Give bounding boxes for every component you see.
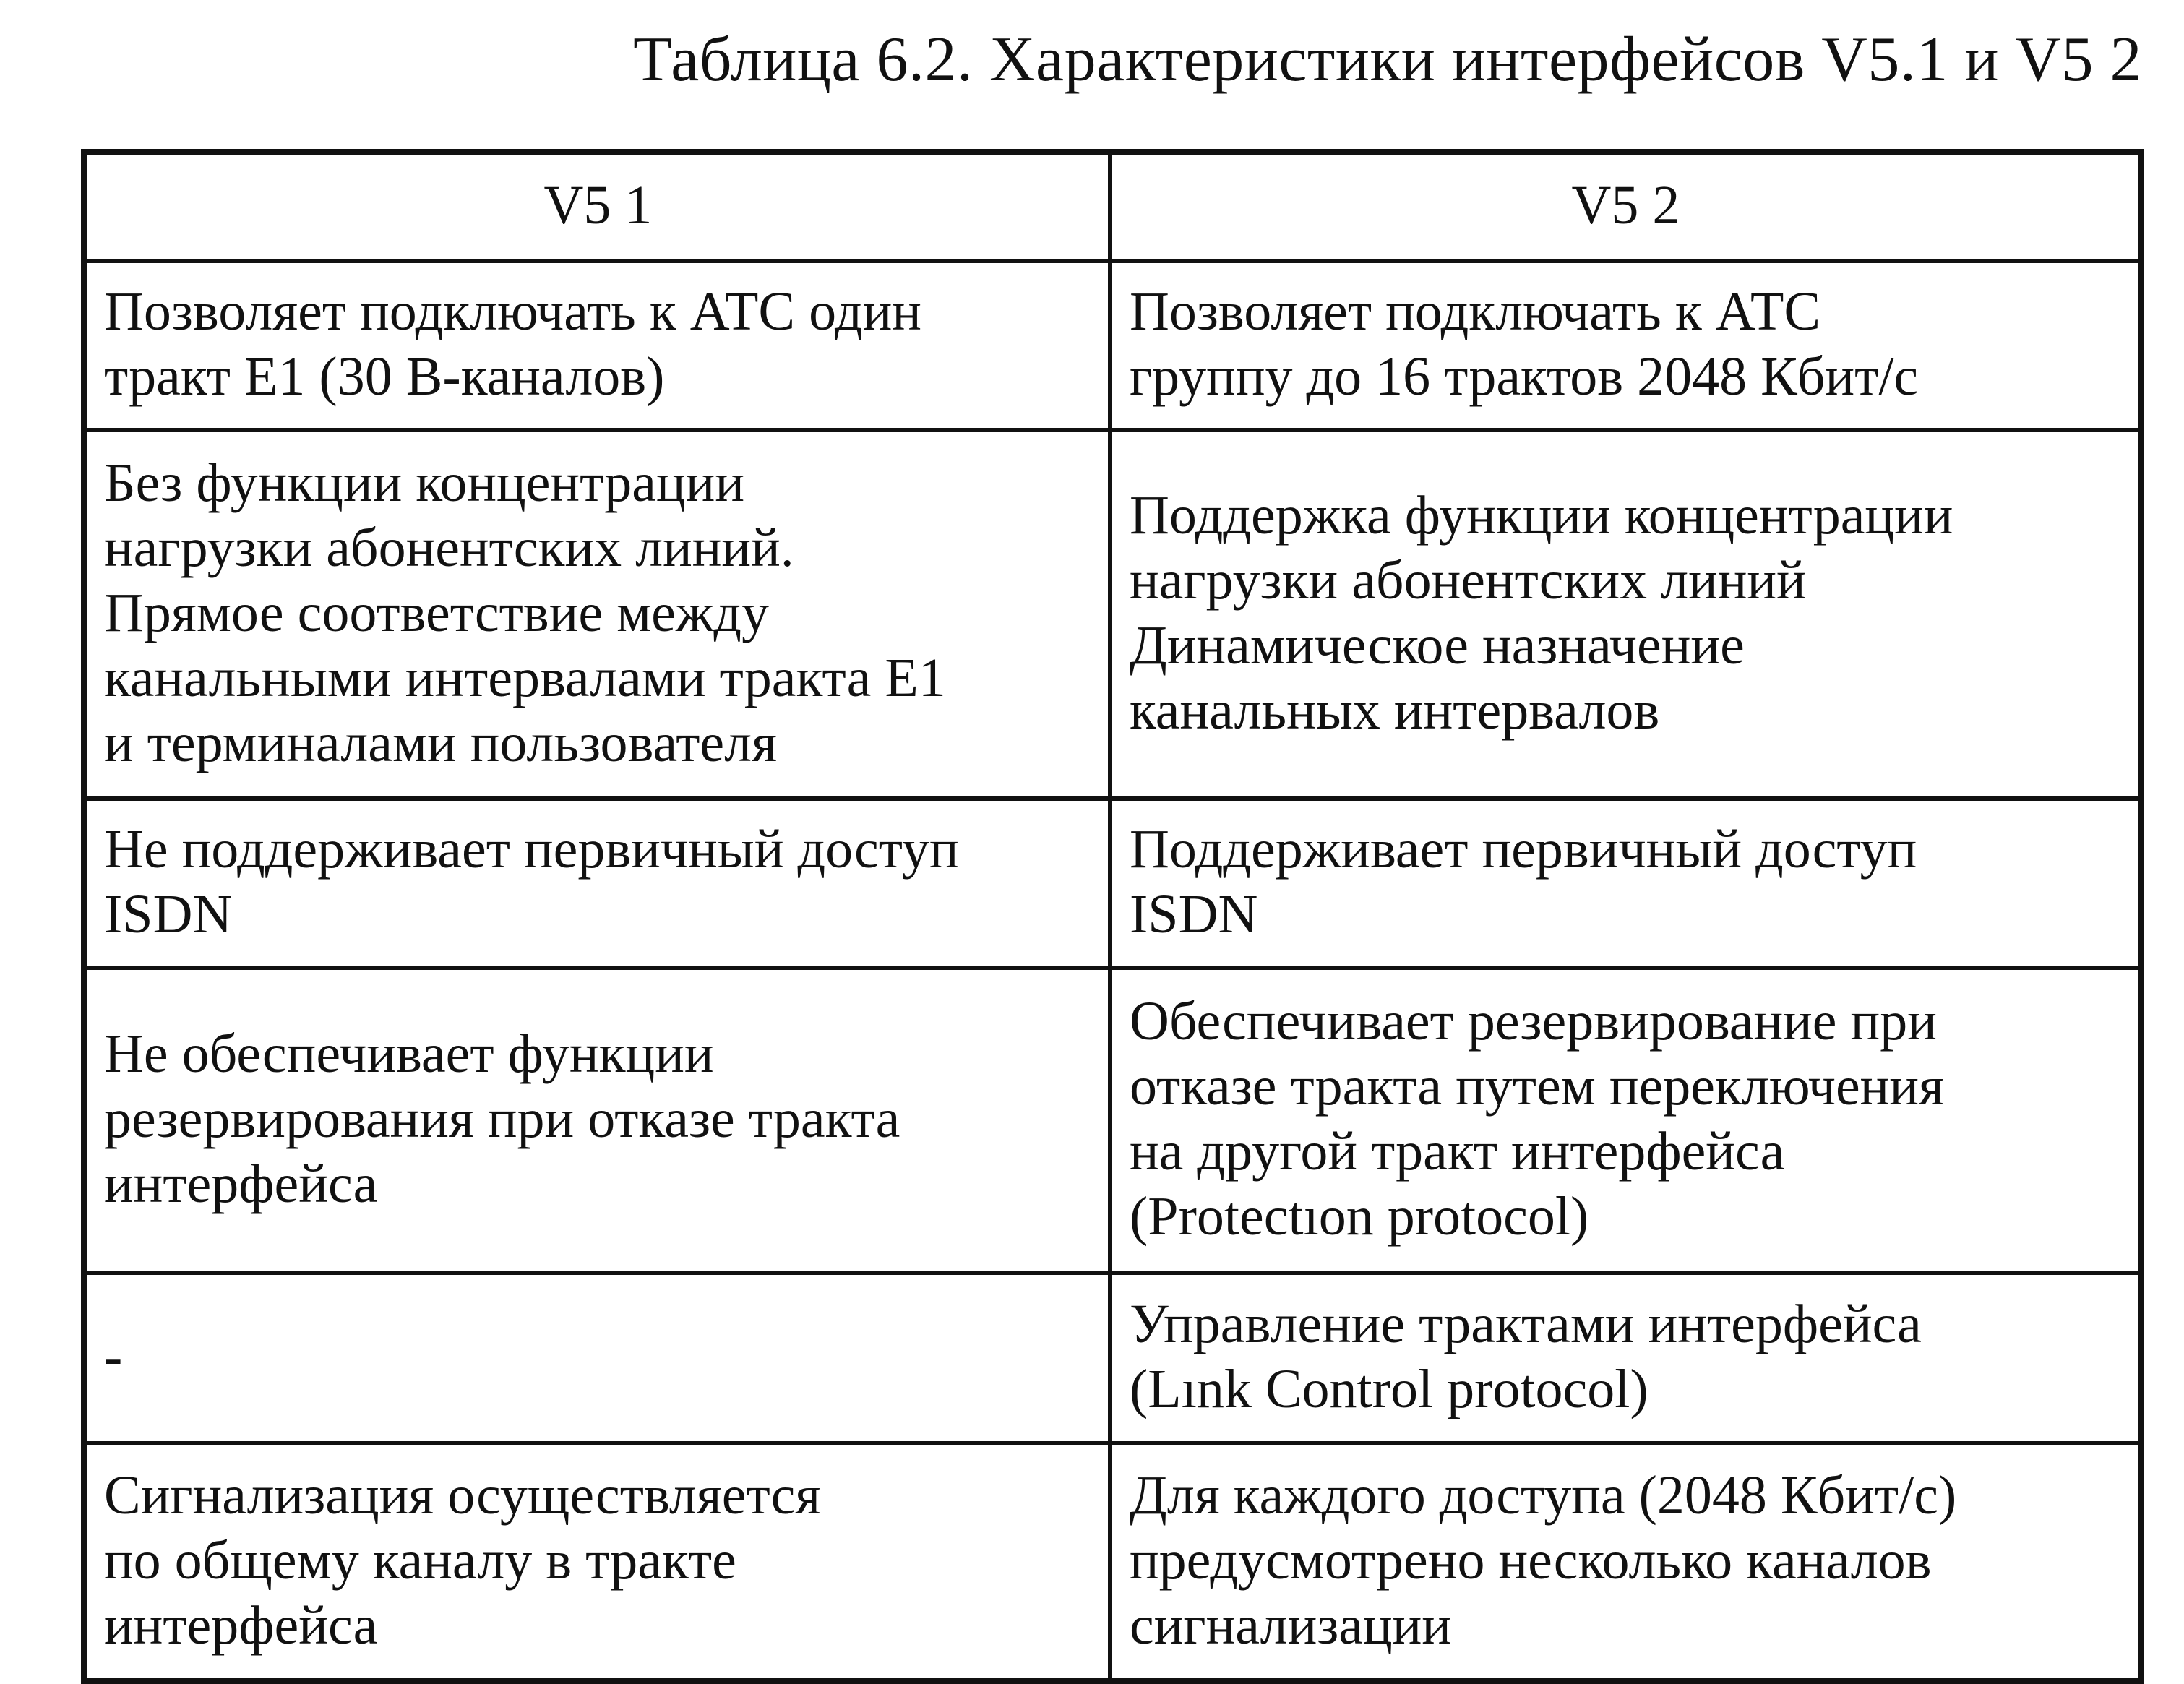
- cell-line: Для каждого доступа (2048 Кбит/с): [1130, 1465, 1957, 1526]
- cell-line: сигнализации: [1130, 1595, 1452, 1656]
- cell-line: Позволяет подключать к АТС один: [104, 281, 921, 342]
- table-row: [84, 430, 2141, 799]
- table-row: [84, 1273, 2141, 1443]
- cell-line: отказе тракта путем переключения: [1130, 1056, 1944, 1117]
- cell-line: ISDN: [104, 884, 233, 945]
- cell-v51: [84, 261, 1110, 430]
- cell-v52: [1110, 1443, 2141, 1681]
- cell-line: интерфейса: [104, 1154, 378, 1214]
- cell-line: Обеспечивает резервирование при: [1130, 991, 1937, 1052]
- cell-line: -: [104, 1326, 123, 1387]
- cell-line: Поддержка функции концентрации: [1130, 485, 1953, 546]
- table-row: [84, 261, 2141, 430]
- cell-line: (Protectıon protocol): [1130, 1186, 1589, 1247]
- table-row: [84, 968, 2141, 1273]
- table-row: [84, 799, 2141, 968]
- cell-v51: [84, 1443, 1110, 1681]
- cell-v52: [1110, 1273, 2141, 1443]
- cell-line: Позволяет подключать к АТС: [1130, 281, 1821, 342]
- cell-line: на другой тракт интерфейса: [1130, 1121, 1785, 1182]
- cell-line: по общему каналу в тракте: [104, 1530, 736, 1591]
- cell-v52: [1110, 261, 2141, 430]
- cell-line: и терминалами пользователя: [104, 713, 778, 773]
- cell-line: канальными интервалами тракта E1: [104, 648, 946, 708]
- cell-v52: [1110, 430, 2141, 799]
- table-row: [84, 1443, 2141, 1681]
- cell-v51: [84, 1273, 1110, 1443]
- cell-line: предусмотрено несколько каналов: [1130, 1530, 1932, 1591]
- cell-line: Не поддерживает первичный доступ: [104, 819, 959, 880]
- cell-v51: [84, 430, 1110, 799]
- comparison-table: [81, 149, 2144, 1684]
- cell-line: группу до 16 трактов 2048 Кбит/с: [1130, 346, 1919, 407]
- cell-v51: [84, 799, 1110, 968]
- cell-line: тракт E1 (30 B-каналов): [104, 346, 665, 407]
- cell-v52: [1110, 968, 2141, 1273]
- header-row: [84, 152, 2141, 261]
- column-header-v51: V5 1: [84, 152, 1110, 261]
- cell-line: Прямое соответствие между: [104, 583, 770, 643]
- cell-v52: [1110, 799, 2141, 968]
- cell-line: нагрузки абонентских линий: [1130, 550, 1806, 611]
- cell-line: Управление трактами интерфейса: [1130, 1294, 1922, 1354]
- cell-line: Динамическое назначение: [1130, 615, 1745, 676]
- cell-line: (Lınk Control protocol): [1130, 1359, 1648, 1419]
- table-caption: Таблица 6.2. Характеристики интерфейсов V5.1 и V5 2: [633, 25, 2142, 95]
- cell-line: Сигнализация осуществляется: [104, 1465, 821, 1526]
- cell-line: ISDN: [1130, 884, 1258, 945]
- cell-line: Без функции концентрации: [104, 452, 744, 513]
- cell-line: нагрузки абонентских линий.: [104, 517, 794, 578]
- cell-line: Поддерживает первичный доступ: [1130, 819, 1917, 880]
- cell-v51: [84, 968, 1110, 1273]
- column-header-v52: V5 2: [1110, 152, 2141, 261]
- cell-line: Не обеспечивает функции: [104, 1023, 714, 1084]
- cell-line: интерфейса: [104, 1595, 378, 1656]
- cell-line: канальных интервалов: [1130, 680, 1660, 741]
- cell-line: резервирования при отказе тракта: [104, 1088, 900, 1149]
